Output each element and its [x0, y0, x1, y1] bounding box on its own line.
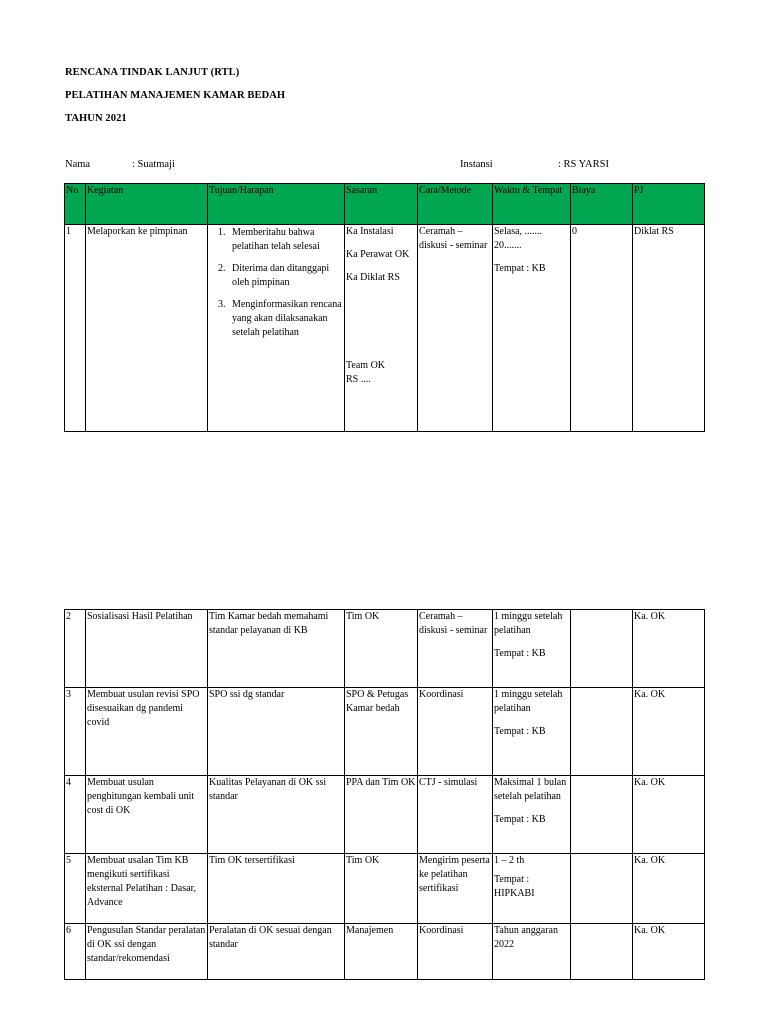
cell-metode: Koordinasi — [418, 688, 493, 776]
cell-biaya — [571, 854, 633, 924]
cell-pj: Diklat RS — [633, 225, 705, 432]
cell-kegiatan: Melaporkan ke pimpinan — [86, 225, 208, 432]
cell-pj: Ka. OK — [633, 776, 705, 854]
cell-kegiatan: Pengusulan Standar peralatan di OK ssi dengan standar/rekomendasi — [86, 924, 208, 980]
cell-tujuan: Tim OK tersertifikasi — [208, 854, 345, 924]
cell-biaya — [571, 776, 633, 854]
cell-biaya — [571, 610, 633, 688]
cell-waktu — [493, 225, 571, 432]
tempat-text: Tempat : KB — [494, 648, 546, 659]
table-row — [65, 225, 705, 432]
cell-tujuan: Kualitas Pelayanan di OK ssi standar — [208, 776, 345, 854]
cell-kegiatan: Membuat usulan penghitungan kembali unit cost di OK — [86, 776, 208, 854]
list-item: 2. Diterima dan ditanggapi oleh pimpinan — [228, 262, 343, 290]
list-item: 1. Memberitahu bahwa pelatihan telah selesai — [228, 226, 343, 254]
cell-no: 4 — [65, 776, 86, 854]
cell-sasaran: Tim OK — [345, 610, 418, 688]
tempat-text: Tempat : KB — [494, 263, 546, 274]
header-metode: Cara/Metode — [418, 184, 493, 225]
header-no: No — [65, 184, 86, 225]
table-row — [65, 924, 705, 980]
waktu-text: 1 – 2 th — [494, 855, 525, 866]
cell-biaya — [571, 688, 633, 776]
cell-pj: Ka. OK — [633, 688, 705, 776]
table-header-row — [65, 184, 705, 225]
cell-waktu — [493, 688, 571, 776]
cell-biaya: 0 — [571, 225, 633, 432]
cell-sasaran: SPO & Petugas Kamar bedah — [345, 688, 418, 776]
cell-waktu — [493, 610, 571, 688]
cell-metode: CTJ - simulasi — [418, 776, 493, 854]
table-row — [65, 854, 705, 924]
cell-waktu: Tahun anggaran 2022 — [493, 924, 571, 980]
document-subtitle: PELATIHAN MANAJEMEN KAMAR BEDAH — [65, 90, 286, 101]
cell-pj: Ka. OK — [633, 854, 705, 924]
tempat-text: Tempat : HIPKABI — [494, 874, 535, 899]
cell-metode: Mengirim peserta ke pelatihan sertifikasi — [418, 854, 493, 924]
cell-no: 5 — [65, 854, 86, 924]
header-kegiatan: Kegiatan — [86, 184, 208, 225]
cell-sasaran: Manajemen — [345, 924, 418, 980]
cell-waktu — [493, 776, 571, 854]
cell-pj: Ka. OK — [633, 924, 705, 980]
document-title: RENCANA TINDAK LANJUT (RTL) — [65, 67, 240, 78]
instansi-label: Instansi — [460, 159, 493, 170]
tempat-text: Tempat : KB — [494, 726, 546, 737]
header-waktu: Waktu & Tempat — [493, 184, 571, 225]
cell-no: 1 — [65, 225, 86, 432]
rtl-table-top — [64, 183, 705, 432]
waktu-text: Maksimal 1 bulan setelah pelatihan — [494, 777, 567, 802]
cell-no: 3 — [65, 688, 86, 776]
cell-tujuan: Peralatan di OK sesuai dengan standar — [208, 924, 345, 980]
cell-tujuan — [208, 225, 345, 432]
sasaran-item: RS .... — [346, 374, 371, 385]
cell-kegiatan: Membuat usulan revisi SPO disesuaikan dg pandemi covid — [86, 688, 208, 776]
sasaran-item: Ka Diklat RS — [346, 272, 400, 283]
rtl-table-bottom — [64, 609, 705, 980]
cell-metode: Koordinasi — [418, 924, 493, 980]
header-pj: PJ — [633, 184, 705, 225]
sasaran-item: Ka Perawat OK — [346, 249, 410, 260]
cell-pj: Ka. OK — [633, 610, 705, 688]
cell-metode: Ceramah – diskusi - seminar — [418, 610, 493, 688]
cell-sasaran — [345, 225, 418, 432]
cell-waktu — [493, 854, 571, 924]
header-tujuan: Tujuan/Harapan — [208, 184, 345, 225]
cell-tujuan: Tim Kamar bedah memahami standar pelayanan di KB — [208, 610, 345, 688]
tempat-text: Tempat : KB — [494, 814, 546, 825]
cell-metode: Ceramah – diskusi - seminar — [418, 225, 493, 432]
cell-biaya — [571, 924, 633, 980]
waktu-text: 1 minggu setelah pelatihan — [494, 611, 563, 636]
nama-value: : Suatmaji — [132, 159, 175, 170]
cell-sasaran: Tim OK — [345, 854, 418, 924]
cell-kegiatan: Sosialisasi Hasil Pelatihan — [86, 610, 208, 688]
instansi-value: : RS YARSI — [558, 159, 609, 170]
header-sasaran: Sasaran — [345, 184, 418, 225]
cell-sasaran: PPA dan Tim OK — [345, 776, 418, 854]
waktu-text: Selasa, ....... 20....... — [494, 226, 543, 251]
tujuan-list — [209, 226, 343, 340]
sasaran-item: Ka Instalasi — [346, 226, 394, 237]
document-year: TAHUN 2021 — [65, 113, 127, 124]
cell-no: 6 — [65, 924, 86, 980]
list-item: 3. Menginformasikan rencana yang akan dilaksanakan setelah pelatihan — [228, 298, 343, 340]
header-biaya: Biaya — [571, 184, 633, 225]
table-row — [65, 776, 705, 854]
cell-no: 2 — [65, 610, 86, 688]
waktu-text: 1 minggu setelah pelatihan — [494, 689, 563, 714]
cell-tujuan: SPO ssi dg standar — [208, 688, 345, 776]
table-row — [65, 610, 705, 688]
nama-label: Nama — [65, 159, 91, 170]
sasaran-item: Team OK — [346, 360, 386, 371]
table-row — [65, 688, 705, 776]
cell-kegiatan: Membuat usalan Tim KB mengikuti sertifikasi eksternal Pelatihan : Dasar, Advance — [86, 854, 208, 924]
